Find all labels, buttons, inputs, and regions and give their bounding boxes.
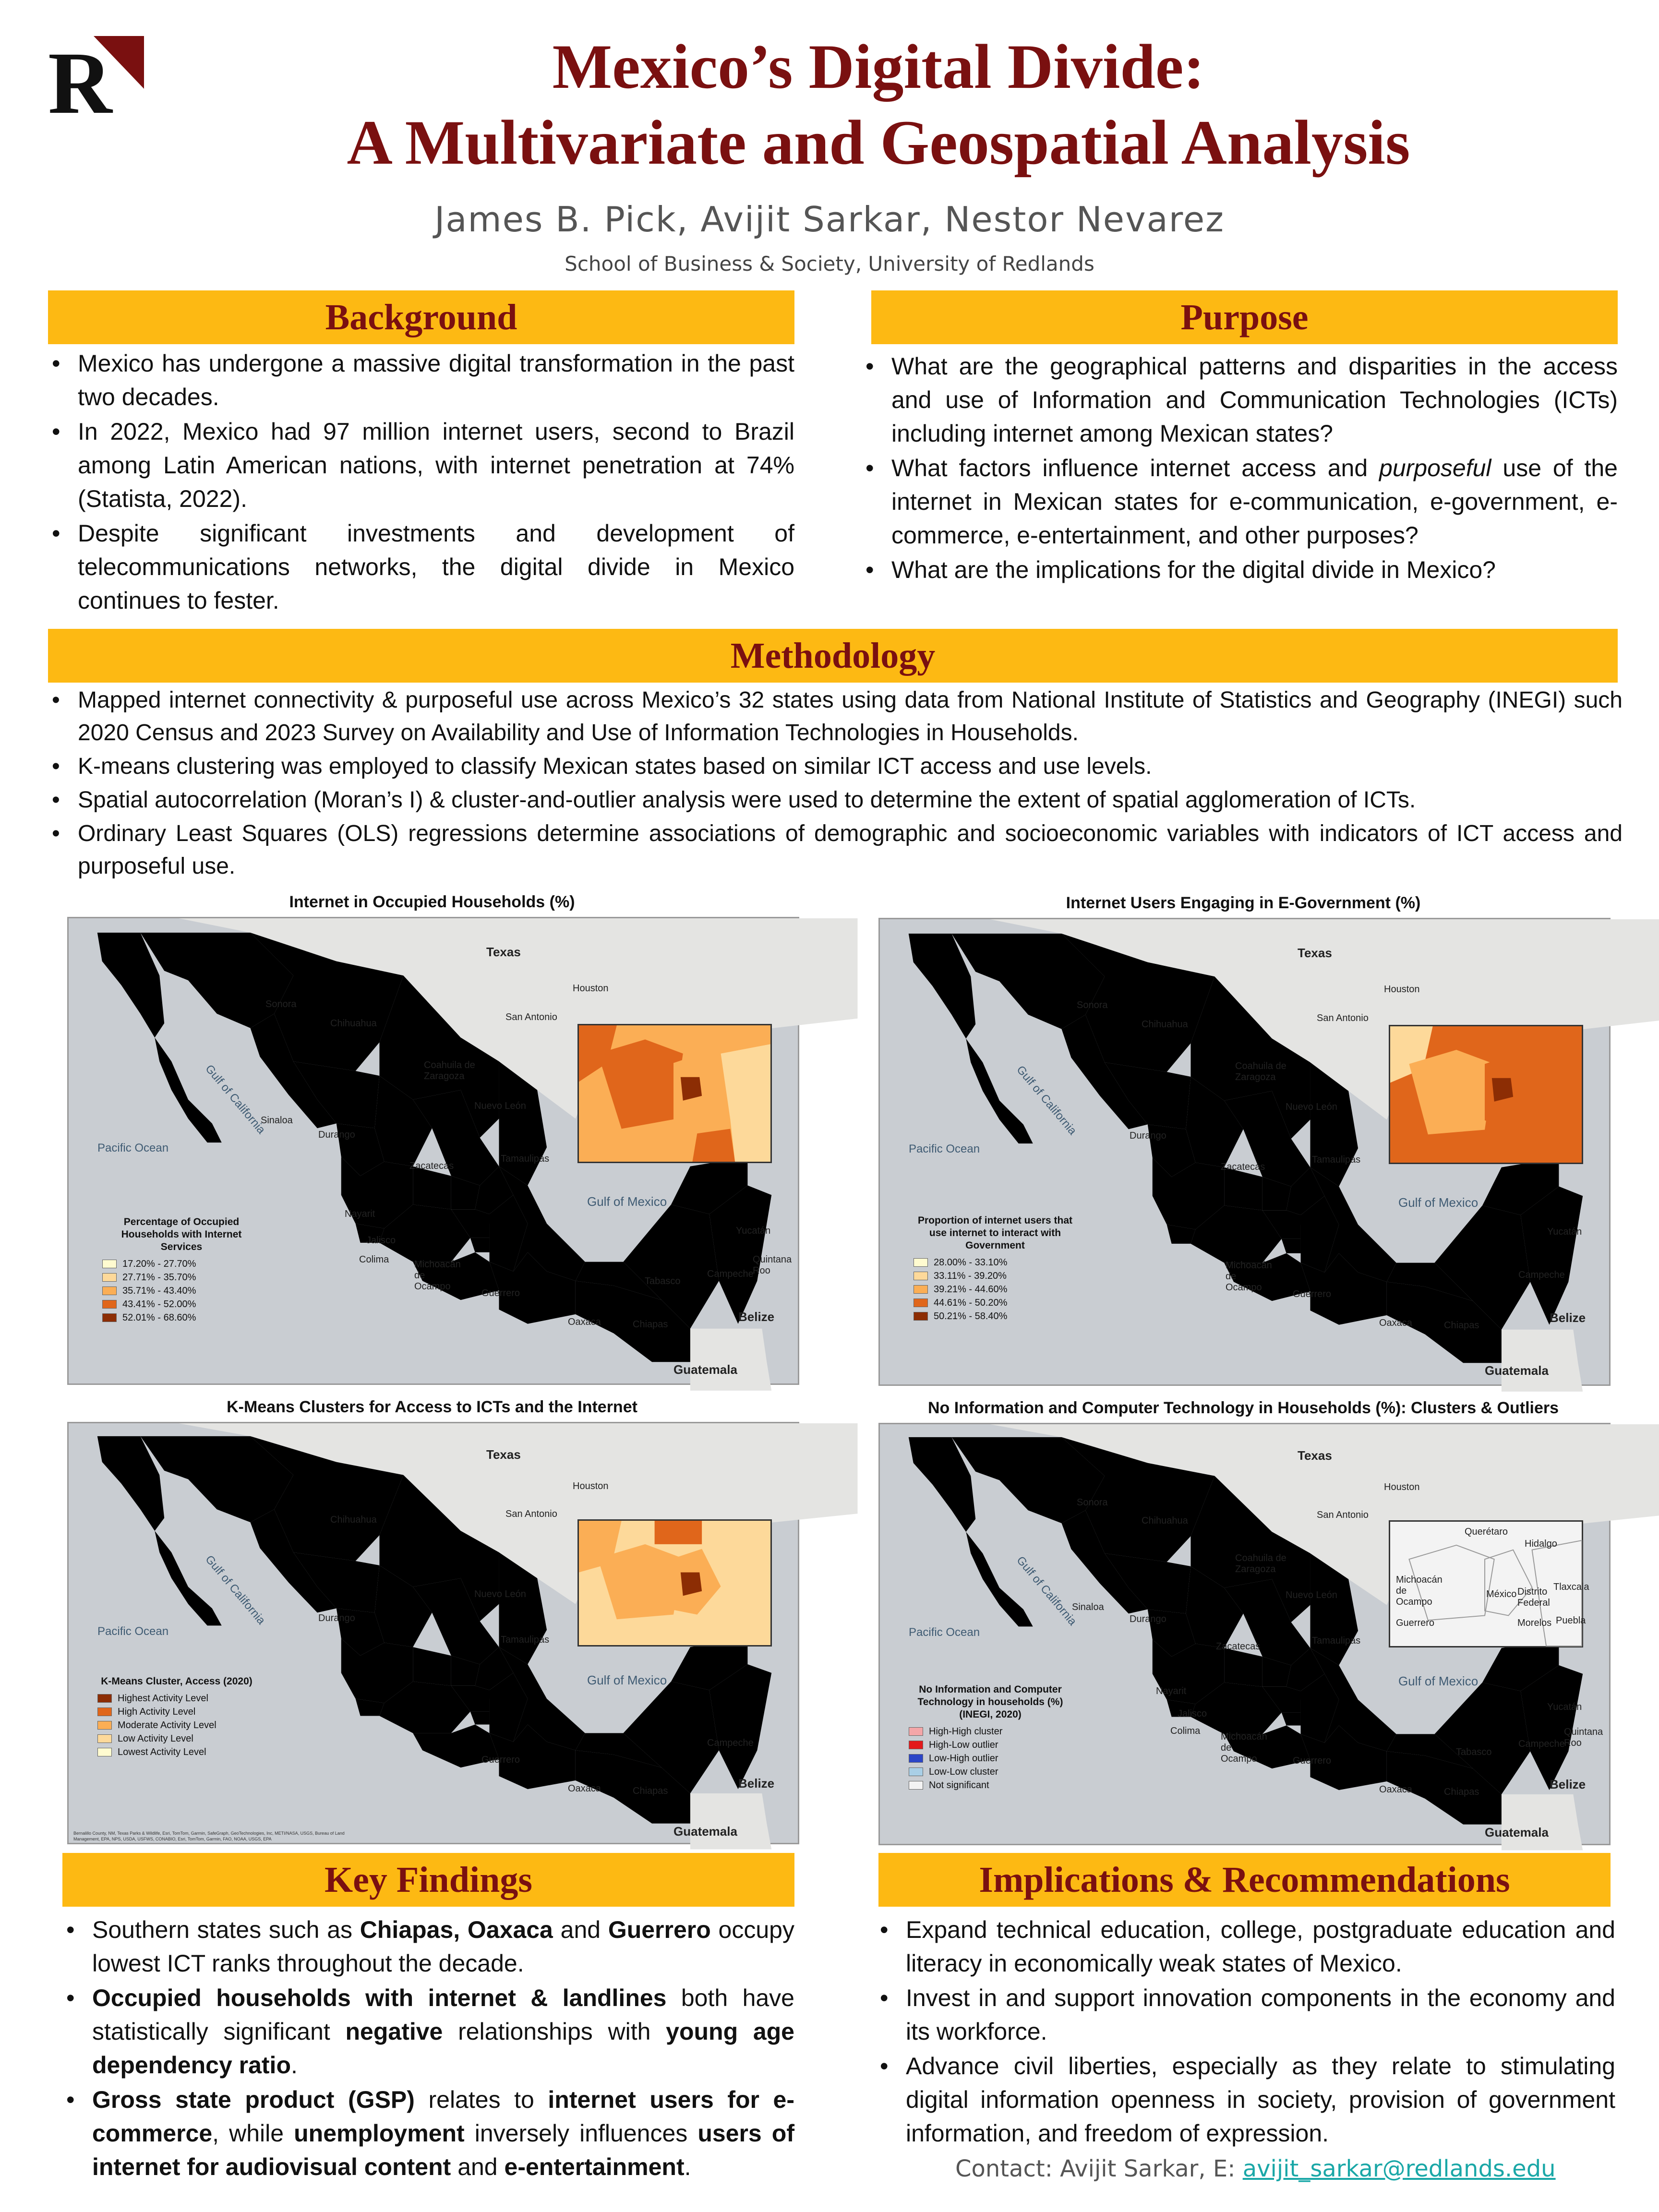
background-heading: Background <box>48 290 794 344</box>
key-finding-bullet: • Southern states such as Chiapas, Oaxaca and Guerrero occupy lowest ICT ranks throughout the decade. <box>62 1913 794 1980</box>
methodology-bullet: • K-means clustering was employed to classify Mexican states based on similar ICT access and use levels. <box>48 750 1623 783</box>
affiliation: School of Business & Society, University of Redlands <box>565 252 1094 276</box>
methodology-list <box>48 684 1623 884</box>
title-line-2: A Multivariate and Geospatial Analysis <box>347 107 1410 178</box>
background-bullet: • Mexico has undergone a massive digital transformation in the past two decades. <box>48 347 794 414</box>
purpose-bullet: • What are the geographical patterns and disparities in the access and use of Information and Communication Technologies (ICTs) including internet among Mexican states? <box>862 349 1618 450</box>
poster-title <box>144 29 1613 180</box>
map3-credit: Bernalillo County, NM, Texas Parks & Wildlife, Esri, TomTom, Garmin, SafeGraph, GeoTechnologies, Inc, METI/NASA, USGS, Bureau of Land Management, EPA, NPS, USDA, USFWS, CONABIO, Esri, TomTom, Garmin, FAO, NOAA, USGS, EPA <box>73 1831 345 1841</box>
key-finding-bullet: • Occupied households with internet & landlines both have statistically significant negative relationships with young age dependency ratio. <box>62 1981 794 2082</box>
map3-title: K-Means Clusters for Access to ICTs and the Internet <box>227 1398 637 1416</box>
purpose-bullet: • What factors influence internet access and purposeful use of the internet in Mexican states for e-communication, e-government, e-commerce, e-entertainment, and other purposes? <box>862 451 1618 552</box>
map-e-government: Texas Houston San Antonio Pacific Ocean Gulf of Mexico Gulf of California Belize Guatemala Sonora Chihuahua Coahuila de Zaragoza Nuevo León Tamaulipas Durango Zacatecas Michoacán de Ocampo Guerrero Oaxaca Chiapas Campeche Yucatán Proportion of internet users that use internet to interact with Government 28.00% - 33.10% 33.11% - 39.20% 39.21% - 44.60% 44.61% - 50.20% 50.21% - 58.40% <box>878 918 1611 1386</box>
implication-bullet: • Expand technical education, college, postgraduate education and literacy in economically weak states of Mexico. <box>876 1913 1615 1980</box>
purpose-heading: Purpose <box>871 290 1618 344</box>
map2-inset <box>1389 1025 1583 1164</box>
purpose-list <box>862 349 1618 588</box>
map3-legend: K-Means Cluster, Access (2020) Highest Activity Level High Activity Level Moderate Activity Level Low Activity Level Lowest Activity Level <box>97 1675 256 1759</box>
map1-inset <box>577 1024 772 1163</box>
purpose-bullet: • What are the implications for the digital divide in Mexico? <box>862 553 1618 587</box>
implication-bullet: • Invest in and support innovation components in the economy and its workforce. <box>876 1981 1615 2048</box>
key-findings-list <box>62 1913 794 2185</box>
methodology-bullet: • Ordinary Least Squares (OLS) regressions determine associations of demographic and socioeconomic variables with indicators of ICT access and purposeful use. <box>48 817 1623 883</box>
contact-label: Contact: Avijit Sarkar, E: <box>955 2155 1243 2182</box>
map1-legend: Percentage of Occupied Households with Internet Services 17.20% - 27.70% 27.71% - 35.70% 35.71% - 43.40% 43.41% - 52.00% 52.01% - 68.60% <box>102 1216 261 1324</box>
map-clusters-outliers: Texas Houston San Antonio Pacific Ocean Gulf of Mexico Gulf of California Belize Guatemala Sonora Chihuahua Coahuila de Zaragoza Nuevo León Tamaulipas Durango Sinaloa Zacatecas Nayarit Jalisco Colima Michoacán de Ocampo Guerrero Oaxaca Chiapas Tabasco Campeche Yucatán Quintana Roo Querétaro Hidalgo Michoacán de Ocampo México Distrito Federal Tlaxcala Morelos Puebla Guerrero No Information and Computer Technology in households (%) (INEGI, 2020) High-High cluster High-Low outlier Low-High outlier Low-Low cluster Not significant <box>878 1423 1611 1845</box>
map3-inset <box>577 1519 772 1647</box>
authors: James B. Pick, Avijit Sarkar, Nestor Nevarez <box>434 199 1225 240</box>
contact-email-link[interactable]: avijit_sarkar@redlands.edu <box>1242 2155 1556 2182</box>
background-bullet: • In 2022, Mexico had 97 million internet users, second to Brazil among Latin American nations, with internet penetration at 74% (Statista, 2022). <box>48 415 794 516</box>
map4-inset: Querétaro Hidalgo Michoacán de Ocampo México Distrito Federal Tlaxcala Morelos Puebla Guerrero <box>1389 1520 1583 1647</box>
map4-title: No Information and Computer Technology in Households (%): Clusters & Outliers <box>927 1399 1559 1417</box>
methodology-heading: Methodology <box>48 629 1618 683</box>
implications-list <box>876 1913 1615 2151</box>
map2-legend: Proportion of internet users that use internet to interact with Government 28.00% - 33.10% 33.11% - 39.20% 39.21% - 44.60% 44.61% - 50.20% 50.21% - 58.40% <box>914 1214 1077 1323</box>
map-internet-households: Texas Houston San Antonio Pacific Ocean Gulf of Mexico Gulf of California Belize Guatemala Sonora Chihuahua Coahuila de Zaragoza Nuevo León Tamaulipas Durango Sinaloa Zacatecas Nayarit Jalisco Colima Michoacán de Ocampo Guerrero Oaxaca Chiapas Tabasco Campeche Yucatán Quintana Roo Percentage of Occupied Households with Internet Services 17.20% - 27.70% 27.71% - 35.70% 35.71% - 43.40% 43.41% - 52.00% 52.01% - 68.60% <box>67 917 799 1385</box>
map2-title: Internet Users Engaging in E-Government (%) <box>1066 894 1421 912</box>
key-finding-bullet: • Gross state product (GSP) relates to internet users for e-commerce, while unemployment inversely influences users of internet for audiovisual content and e-entertainment. <box>62 2083 794 2184</box>
contact-line <box>955 2155 1556 2182</box>
map1-title: Internet in Occupied Households (%) <box>289 893 575 911</box>
university-logo <box>48 34 144 132</box>
map4-legend: No Information and Computer Technology in households (%) (INEGI, 2020) High-High cluster High-Low outlier Low-High outlier Low-Low cluster Not significant <box>909 1683 1072 1792</box>
background-list <box>48 347 794 618</box>
title-line-1: Mexico’s Digital Divide: <box>552 31 1205 102</box>
key-findings-heading: Key Findings <box>62 1853 794 1907</box>
background-bullet: • Despite significant investments and development of telecommunications networks, the digital divide in Mexico continues to fester. <box>48 517 794 617</box>
map-kmeans-clusters: Texas Houston San Antonio Pacific Ocean Gulf of Mexico Gulf of California Belize Guatemala Chihuahua Nuevo León Tamaulipas Durango Guerrero Oaxaca Chiapas Campeche K-Means Cluster, Access (2020) Highest Activity Level High Activity Level Moderate Activity Level Low Activity Level Lowest Activity Level Bernalillo County, NM, Texas Parks & Wildlife, Esri, TomTom, Garmin, SafeGraph, GeoTechnologies, Inc, METI/NASA, USGS, Bureau of Land Management, EPA, NPS, USDA, USFWS, CONABIO, Esri, TomTom, Garmin, FAO, NOAA, USGS, EPA <box>67 1422 799 1844</box>
logo-letter: R <box>48 34 112 132</box>
implications-heading: Implications & Recommendations <box>878 1853 1611 1907</box>
implication-bullet: • Advance civil liberties, especially as they relate to stimulating digital information openness in society, provision of government information, and freedom of expression. <box>876 2049 1615 2150</box>
methodology-bullet: • Spatial autocorrelation (Moran’s I) & cluster-and-outlier analysis were used to determine the extent of spatial agglomeration of ICTs. <box>48 784 1623 817</box>
methodology-bullet: • Mapped internet connectivity & purposeful use across Mexico’s 32 states using data from National Institute of Statistics and Geography (INEGI) such 2020 Census and 2023 Survey on Availability and Use of Information Technologies in Households. <box>48 684 1623 749</box>
